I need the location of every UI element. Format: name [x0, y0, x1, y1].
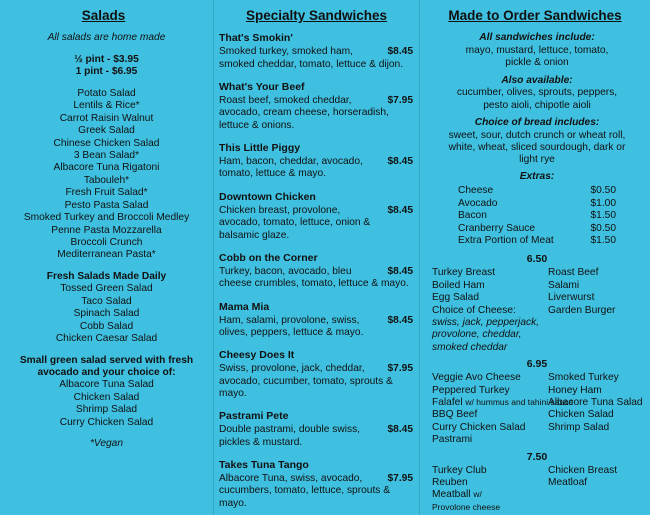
sandwich-name: Downtown Chicken: [219, 190, 316, 203]
tier1-item: Garden Burger: [548, 304, 616, 316]
sandwich-price: $8.45: [387, 424, 413, 436]
tier3-item: Reuben: [432, 476, 468, 488]
salad-item: Carrot Raisin Walnut: [59, 112, 154, 124]
extra-price: $1.50: [590, 210, 616, 222]
extra-price: $1.00: [590, 197, 616, 209]
fresh-salad-item: Chicken Caesar Salad: [55, 333, 158, 345]
extras-heading: Extras:: [519, 170, 555, 182]
small-salad-heading-2: avocado and your choice of:: [37, 366, 176, 378]
sandwich-name: Pastrami Pete: [219, 410, 289, 423]
small-salad-item: Chicken Salad: [73, 391, 140, 403]
specialty-list: [214, 32, 419, 510]
sandwich-price: $8.45: [387, 314, 413, 326]
tier1-item: Liverwurst: [548, 292, 595, 304]
salad-item: Lentils & Rice*: [73, 100, 140, 112]
specialty-sandwich: [219, 410, 413, 449]
sandwich-price: $8.45: [387, 46, 413, 58]
small-salad-item: Albacore Tuna Salad: [59, 379, 154, 391]
extra-price: $0.50: [590, 222, 616, 234]
sandwich-price: $8.45: [387, 156, 413, 168]
falafel-label: Falafel: [432, 397, 463, 408]
sandwich-price: $8.45: [387, 265, 413, 277]
small-salad-heading-1: Small green salad served with fresh: [19, 354, 194, 366]
extra-price: $1.50: [590, 235, 616, 247]
sandwich-description: [219, 363, 413, 400]
tier2-item: Veggie Avo Cheese: [432, 372, 521, 384]
also-heading: Also available:: [501, 74, 573, 86]
tier2-price: 6.95: [526, 358, 548, 371]
specialty-sandwich: [219, 81, 413, 132]
meatball-label: Meatball: [432, 489, 471, 501]
tier1-right: [548, 267, 648, 317]
sandwich-desc-text: Swiss, provolone, jack, cheddar, avocado, cucumber, tomato, sprouts & mayo.: [219, 363, 393, 400]
fresh-salad-item: Cobb Salad: [79, 320, 134, 332]
tier1-price: 6.50: [526, 253, 548, 266]
bread-heading: Choice of bread includes:: [474, 117, 600, 129]
specialty-sandwich: [219, 349, 413, 400]
small-salad-item: Shrimp Salad: [75, 404, 138, 416]
sandwich-name: Mama Mia: [219, 300, 270, 313]
sandwich-price: $8.45: [387, 204, 413, 216]
salad-item: Tabouleh*: [83, 174, 130, 186]
extra-name: Cranberry Sauce: [458, 222, 536, 234]
sandwich-desc-text: Double pastrami, double swiss, pickles & mustard.: [219, 424, 360, 448]
salad-item: Chinese Chicken Salad: [53, 137, 160, 149]
falafel-note: w/ hummus and tahini sauce: [465, 397, 574, 407]
bread-text: sweet, sour, dutch crunch or wheat roll, white, wheat, sliced sourdough, dark or light rye: [448, 129, 626, 166]
sandwich-name: That's Smokin': [219, 32, 293, 45]
extra-name: Cheese: [458, 185, 494, 197]
tier3-item: Turkey Club: [432, 464, 487, 476]
salad-item: Mediterranean Pasta*: [57, 249, 156, 261]
specialty-sandwich: [219, 32, 413, 71]
tier1-left: [432, 267, 544, 317]
sandwich-name: Cobb on the Corner: [219, 252, 318, 265]
salads-heading: Salads: [81, 8, 126, 23]
sandwich-description: [219, 46, 413, 71]
made-to-order-column: [420, 0, 650, 515]
tier3-item: Meatloaf: [548, 476, 588, 488]
salad-price-half: ½ pint - $3.95: [74, 53, 139, 65]
sandwich-desc-text: Albacore Tuna, swiss, avocado, cucumbers, tomato, lettuce, sprouts & mayo.: [219, 472, 390, 509]
salad-item: Broccoli Crunch: [70, 237, 143, 249]
tier2-item: Smoked Turkey: [548, 372, 619, 384]
tier1-item: Turkey Breast: [432, 267, 496, 279]
salad-list: [8, 88, 205, 262]
tier2-item: Curry Chicken Salad: [432, 421, 526, 433]
sandwich-name: Cheesy Does It: [219, 349, 295, 362]
tier3-item: Chicken Breast: [548, 464, 618, 476]
sandwich-description: [219, 473, 413, 510]
tier1-item: Boiled Ham: [432, 279, 485, 291]
sandwich-desc-text: Turkey, bacon, avocado, bleu cheese crumbles, tomato, lettuce & mayo.: [219, 265, 409, 290]
tier2-item: Pastrami: [432, 434, 473, 446]
sandwich-description: [219, 205, 413, 242]
sandwich-desc-text: Ham, bacon, cheddar, avocado, tomato, lettuce & mayo.: [219, 156, 363, 180]
sandwich-desc-text: Ham, salami, provolone, swiss, olives, peppers, lettuce & mayo.: [219, 314, 364, 338]
fresh-salad-list: [8, 283, 205, 345]
specialty-sandwich: [219, 191, 413, 242]
salads-column: [0, 0, 213, 515]
tier1-item: Egg Salad: [432, 292, 480, 304]
tier2-item: Honey Ham: [548, 384, 602, 396]
tier1-item: Salami: [548, 279, 580, 291]
tier2-item: Chicken Salad: [548, 409, 614, 421]
specialty-sandwich: [219, 252, 413, 291]
salad-item: Fresh Fruit Salad*: [65, 187, 148, 199]
sandwich-price: $7.95: [387, 472, 413, 484]
specialty-heading: Specialty Sandwiches: [245, 8, 388, 23]
sandwich-name: This Little Piggy: [219, 142, 301, 155]
sandwich-desc-text: Roast beef, smoked cheddar, avocado, cream cheese, horseradish, lettuce & onions.: [219, 94, 389, 131]
extra-name: Extra Portion of Meat: [458, 235, 554, 247]
extra-price: $0.50: [590, 185, 616, 197]
sandwich-name: Takes Tuna Tango: [219, 459, 309, 472]
include-text: mayo, mustard, lettuce, tomato, pickle & onion: [465, 44, 609, 69]
meatball-note-2: Provolone cheese: [432, 501, 501, 512]
tier2-grid: [432, 372, 642, 447]
tier2-item: Peppered Turkey: [432, 384, 510, 396]
include-heading: All sandwiches include:: [479, 32, 595, 44]
sandwich-price: $7.95: [387, 94, 413, 106]
specialty-sandwich: [219, 142, 413, 181]
sandwich-desc-text: Smoked turkey, smoked ham, smoked cheddar, tomato, lettuce & dijon.: [219, 46, 404, 70]
mto-heading: Made to Order Sandwiches: [448, 8, 622, 23]
sandwich-description: [219, 156, 413, 181]
sandwich-description: [219, 315, 413, 340]
tier3-price: 7.50: [526, 450, 548, 463]
small-salad-list: [8, 379, 205, 429]
salad-item: Potato Salad: [77, 87, 136, 99]
tier2-item-falafel: [432, 397, 574, 409]
extra-name: Bacon: [458, 210, 487, 222]
tier2-item: Shrimp Salad: [548, 421, 610, 433]
sandwich-name: What's Your Beef: [219, 81, 305, 94]
tier1-item: Choice of Cheese:: [432, 304, 516, 316]
salad-item: Smoked Turkey and Broccoli Medley: [23, 212, 190, 224]
tier2-item: Albacore Tuna Salad: [548, 397, 643, 408]
salad-price-pint: 1 pint - $6.95: [75, 66, 138, 78]
fresh-salads-heading: Fresh Salads Made Daily: [46, 270, 167, 282]
sandwich-price: $7.95: [387, 363, 413, 375]
tier3-grid: [432, 465, 642, 513]
extra-name: Avocado: [458, 197, 498, 209]
sandwich-desc-text: Chicken breast, provolone, avocado, tomato, lettuce, onion & balsamic glaze.: [219, 204, 371, 241]
fresh-salad-item: Tossed Green Salad: [60, 283, 153, 295]
meatball-note-1: w/: [473, 489, 482, 500]
tier1-item: Roast Beef: [548, 267, 599, 279]
tier3-item-meatball: [432, 489, 544, 501]
fresh-salad-item: Spinach Salad: [73, 308, 140, 320]
sandwich-description: [219, 95, 413, 132]
fresh-salad-item: Taco Salad: [81, 295, 132, 307]
salad-item: Penne Pasta Mozzarella: [51, 224, 162, 236]
salad-item: 3 Bean Salad*: [73, 149, 140, 161]
salad-item: Pesto Pasta Salad: [64, 199, 149, 211]
cheese-options: swiss, jack, pepperjack, provolone, cheddar, smoked cheddar: [432, 317, 540, 353]
sandwich-description: [219, 266, 413, 291]
salad-item: Greek Salad: [78, 125, 135, 137]
tier2-item: BBQ Beef: [432, 409, 478, 421]
small-salad-item: Curry Chicken Salad: [59, 416, 154, 428]
sandwich-description: [219, 424, 413, 449]
also-text: cucumber, olives, sprouts, peppers, pesto aioli, chipotle aioli: [456, 87, 618, 111]
specialty-sandwich: [219, 301, 413, 340]
vegan-note: *Vegan: [89, 438, 124, 450]
specialty-sandwich: [219, 459, 413, 510]
salad-item: Albacore Tuna Rigatoni: [53, 162, 160, 174]
specialty-column: [213, 0, 420, 515]
extras-list: [432, 185, 642, 247]
salads-note: All salads are home made: [47, 32, 166, 44]
tier1-grid: [432, 267, 642, 317]
